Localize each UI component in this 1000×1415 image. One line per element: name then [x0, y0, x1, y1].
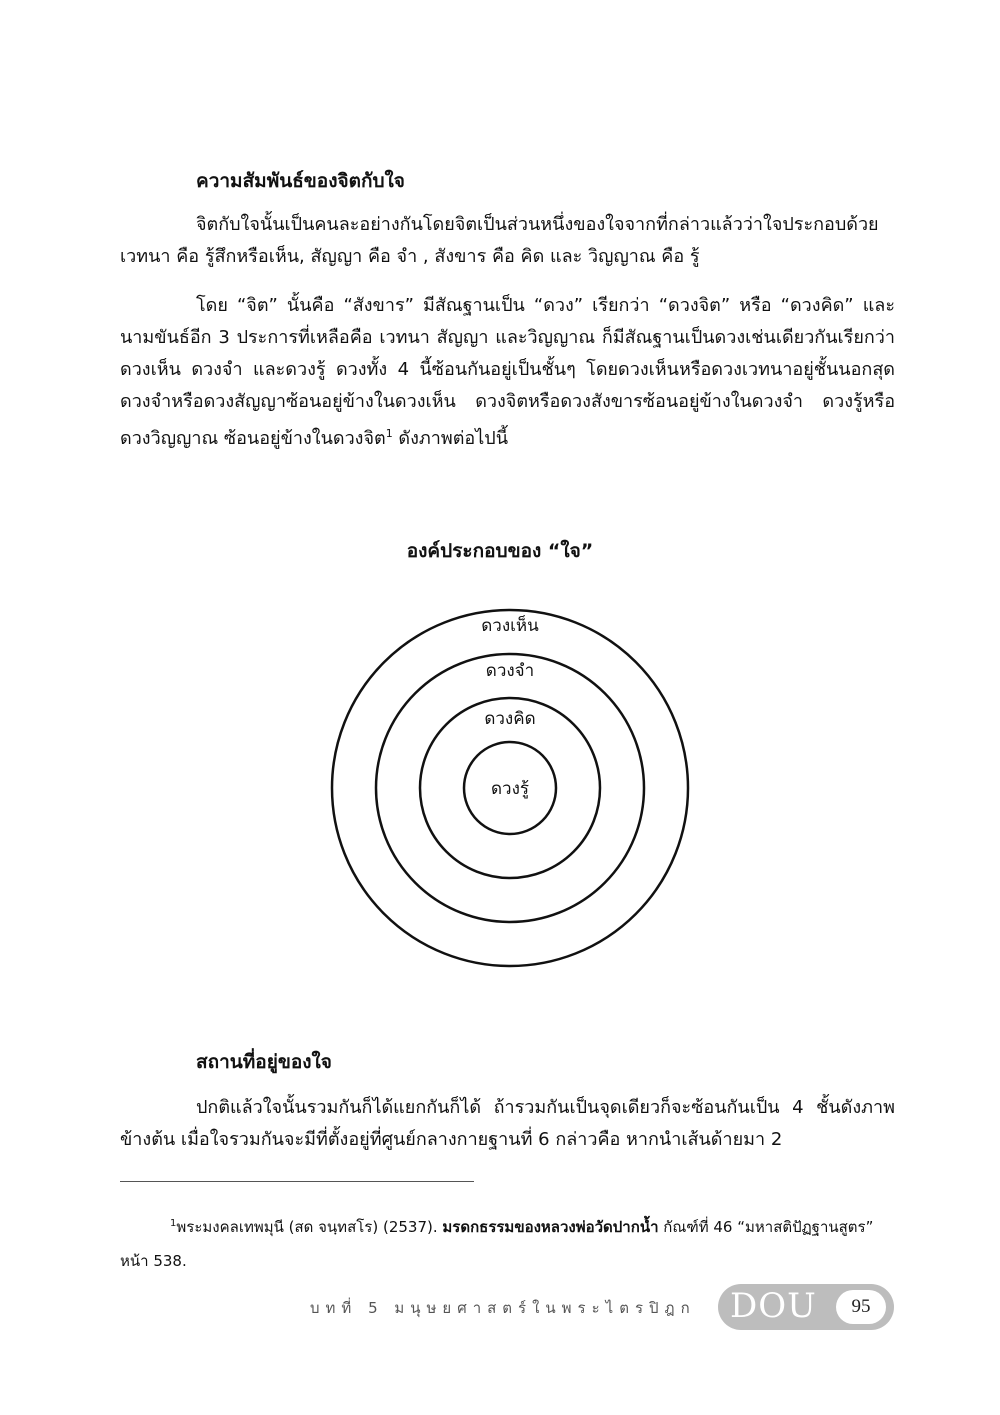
footnote-author: พระมงคลเทพมุนี (สด จนฺทสโร) (2537). [176, 1218, 443, 1236]
figure-title: องค์ประกอบของ “ใจ” [406, 540, 594, 562]
paragraph-tail: ดังภาพต่อไปนี้ [392, 428, 509, 449]
footnote-details: กัณฑ์ที่ 46 “มหาสติปัฏฐานสูตร” หน้า 538. [120, 1218, 874, 1270]
dou-logo: DOU [730, 1286, 817, 1326]
concentric-spheres-diagram [320, 605, 700, 985]
section-heading-relationship: ความสัมพันธ์ของจิตกับใจ [196, 170, 405, 192]
paragraph-spheres [120, 290, 895, 455]
paragraph-text: จิตกับใจนั้นเป็นคนละอย่างกันโดยจิตเป็นส่วนหนึ่งของใจจากที่กล่าวแล้วว่าใจประกอบด้วย เวทนา คือ รู้สึกหรือเห็น, สัญญา คือ จำ , สังขาร คือ คิด และ วิญญาณ คือ รู้ [120, 214, 879, 267]
footnote-mark: 1 [170, 1218, 177, 1229]
paragraph-location [120, 1092, 895, 1156]
footnote [120, 1207, 895, 1278]
running-title: บทที่ 5 มนุษยศาสตร์ในพระไตรปิฎก [310, 1299, 696, 1317]
footnote-separator [120, 1181, 474, 1182]
paragraph-relationship [120, 209, 895, 273]
ring-label-third: ดวงคิด [484, 709, 536, 729]
ring-label-outer: ดวงเห็น [481, 616, 539, 636]
section-heading-location: สถานที่อยู่ของใจ [196, 1051, 332, 1073]
paragraph-text: ปกติแล้วใจนั้นรวมกันก็ได้แยกกันก็ได้ ถ้ารวมกันเป็นจุดเดียวก็จะซ้อนกันเป็น 4 ชั้นดังภาพข้างต้น เมื่อใจรวมกันจะมีที่ตั้งอยู่ที่ศูนย์กลางกายฐานที่ 6 กล่าวคือ หากนำเส้นด้ายมา 2 [120, 1097, 895, 1150]
ring-label-second: ดวงจำ [485, 661, 535, 681]
paragraph-text: โดย “จิต” นั้นคือ “สังขาร” มีสัณฐานเป็น “ดวง” เรียกว่า “ดวงจิต” หรือ “ดวงคิด” และนามขันธ์อีก 3 ประการที่เหลือคือ เวทนา สัญญา และวิญญาณ ก็มีสัณฐานเป็นดวงเช่นเดียวกันเรียกว่า ดวงเห็น ดวงจำ และดวงรู้ ดวงทั้ง 4 นี้ซ้อนกันอยู่เป็นชั้นๆ โดยดวงเห็นหรือดวงเวทนาอยู่ชั้นนอกสุด ดวงจำหรือดวงสัญญาซ้อนอยู่ข้างในดวงเห็น ดวงจิตหรือดวงสังขารซ้อนอยู่ข้างในดวงจำ ดวงรู้หรือดวงวิญญาณ ซ้อนอยู่ข้างในดวงจิต [120, 295, 895, 449]
footnote-book-title: มรดกธรรมของหลวงพ่อวัดปากน้ำ [442, 1218, 659, 1236]
page-number: 95 [836, 1290, 886, 1324]
ring-label-inner: ดวงรู้ [490, 779, 530, 799]
footnote-reference: 1 [385, 427, 393, 440]
page-badge [718, 1284, 894, 1330]
